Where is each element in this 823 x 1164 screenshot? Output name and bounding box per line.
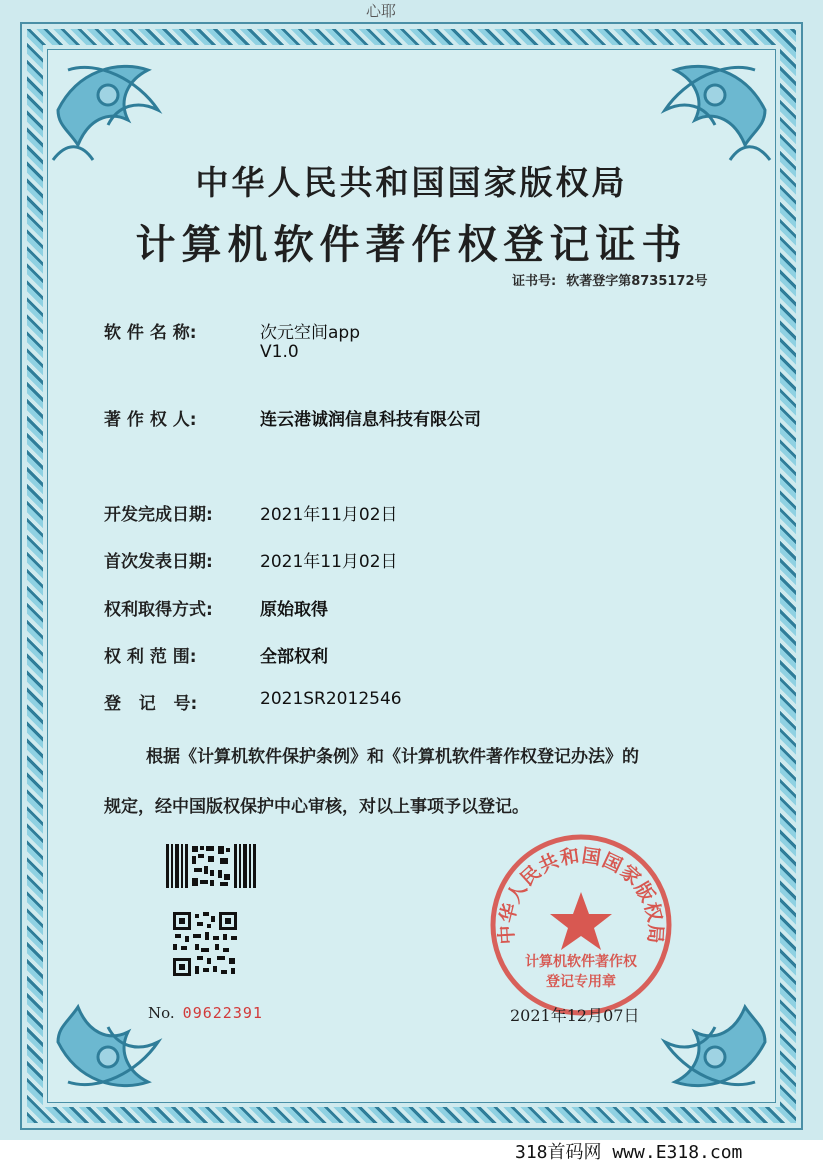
serial-value: 09622391 bbox=[182, 1004, 263, 1022]
registration-number-value: 2021SR2012546 bbox=[260, 689, 402, 709]
field-copyright-owner bbox=[104, 405, 481, 430]
qr-code bbox=[173, 912, 237, 976]
barcode bbox=[166, 844, 258, 888]
statement-line-2: 规定，经中国版权保护中心审核，对以上事项予以登记。 bbox=[104, 797, 529, 817]
field-registration-number bbox=[104, 689, 402, 714]
field-label: 权 利 范 围: bbox=[104, 647, 197, 667]
publication-date-value: 2021年11月02日 bbox=[260, 552, 398, 572]
seal-inner-line-1: 计算机软件著作权 bbox=[525, 954, 637, 970]
certificate-number-value: 软著登字第8735172号 bbox=[566, 274, 708, 289]
field-software-name bbox=[104, 318, 360, 362]
field-acquisition-method bbox=[104, 595, 328, 620]
field-completion-date bbox=[104, 500, 398, 525]
certificate-number bbox=[512, 270, 708, 289]
certificate-title: 计算机软件著作权登记证书 bbox=[135, 221, 688, 268]
field-label: 软 件 名 称: bbox=[104, 323, 197, 343]
acquisition-method-value: 原始取得 bbox=[260, 600, 328, 620]
handwritten-note: 心耶 bbox=[366, 2, 397, 20]
field-label: 权利取得方式: bbox=[104, 600, 213, 620]
field-label: 开发完成日期: bbox=[104, 505, 213, 525]
seal-inner-line-2: 登记专用章 bbox=[546, 974, 616, 990]
field-label: 著 作 权 人: bbox=[104, 410, 197, 430]
field-publication-date bbox=[104, 547, 398, 572]
serial-prefix: No. bbox=[148, 1004, 175, 1022]
seal-ring-text: 中华人民共和国国家版权局 bbox=[495, 844, 667, 945]
field-rights-scope bbox=[104, 642, 328, 667]
serial-number bbox=[148, 1004, 263, 1022]
copyright-owner-value: 连云港诚润信息科技有限公司 bbox=[260, 410, 481, 430]
completion-date-value: 2021年11月02日 bbox=[260, 505, 398, 525]
official-seal bbox=[486, 830, 676, 1020]
field-label: 登 记 号: bbox=[104, 694, 198, 714]
statement-line-1: 根据《计算机软件保护条例》和《计算机软件著作权登记办法》的 bbox=[146, 747, 639, 767]
seal-star-icon bbox=[550, 892, 612, 950]
watermark-footer: 318首码网 www.E318.com bbox=[515, 1142, 743, 1163]
software-name-value: 次元空间app bbox=[260, 323, 360, 343]
issue-date: 2021年12月07日 bbox=[510, 1006, 640, 1025]
field-label: 首次发表日期: bbox=[104, 552, 213, 572]
certificate-number-label: 证书号: bbox=[512, 274, 557, 289]
rights-scope-value: 全部权利 bbox=[260, 647, 328, 667]
issuing-authority: 中华人民共和国国家版权局 bbox=[195, 163, 628, 202]
software-version-value: V1.0 bbox=[260, 342, 299, 362]
